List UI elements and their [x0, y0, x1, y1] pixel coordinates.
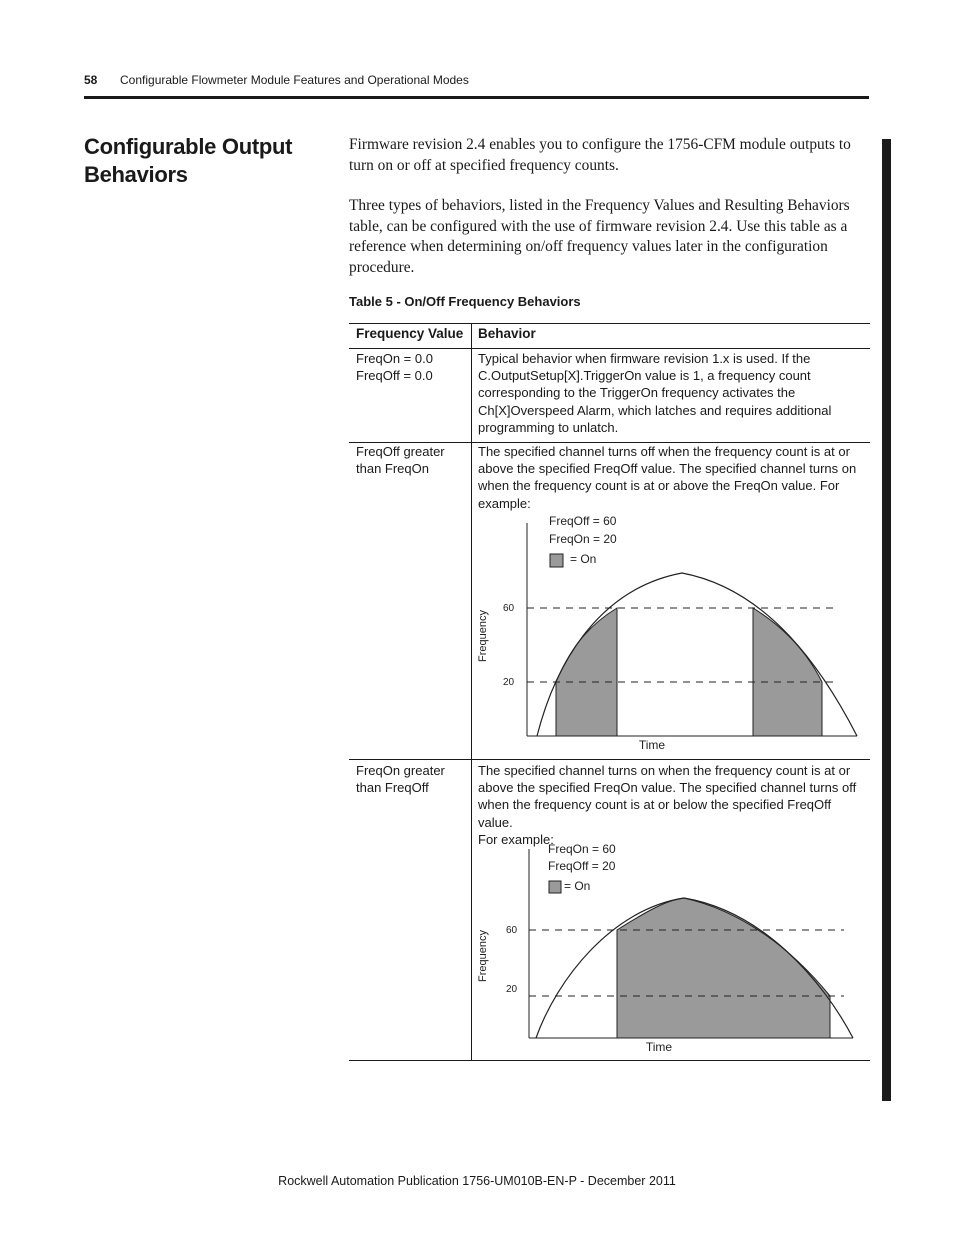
row2-frequency-value — [356, 443, 466, 477]
row1-value-line: FreqOn = 0.0 — [356, 351, 433, 366]
row3-behavior-line: The specified channel turns on when the frequency count is at or — [478, 763, 851, 778]
row2-behavior-line: above the specified FreqOff value. The specified channel turns on — [478, 461, 857, 477]
row3-behavior-line: above the specified FreqOn value. The specified channel turns off — [478, 780, 857, 796]
freqon-greater-graph — [472, 839, 870, 1059]
graph1-legend-swatch — [550, 554, 563, 567]
row1-behavior-line: corresponding to the TriggerOn frequency activates the — [478, 385, 796, 401]
publication-footer: Rockwell Automation Publication 1756-UM010B-EN-P - December 2011 — [278, 1174, 676, 1188]
row1-behavior-line: Typical behavior when firmware revision 1.x is used. If the — [478, 351, 811, 366]
table-top-rule — [349, 323, 870, 324]
graph1-tick-60: 60 — [503, 603, 515, 614]
header-rule — [84, 96, 869, 99]
row2-behavior-line: example: — [478, 495, 531, 511]
graph1-legend-line1: FreqOff = 60 — [549, 514, 617, 528]
table-header-rule — [349, 348, 870, 349]
graph2-legend-swatch — [549, 881, 561, 893]
row3-value-line: than FreqOff — [356, 780, 429, 796]
row2-value-line: than FreqOn — [356, 461, 429, 477]
graph2-x-label: Time — [645, 1040, 673, 1054]
behaviors-paragraph: Three types of behaviors, listed in the Frequency Values and Resulting Behaviors table, can be configured with the use of firmware revision 2.4. Use this table as a reference when determining on/off frequency values later in the configuration procedure. — [349, 197, 850, 276]
graph2-tick-20: 20 — [506, 984, 518, 995]
chapter-side-bar — [882, 139, 891, 1101]
row2-value-line: FreqOff greater — [356, 444, 445, 459]
graph2-y-label: Frequency — [477, 930, 489, 982]
row2-behavior-line: when the frequency count is at or above the FreqOn value. For — [478, 478, 840, 494]
graph2-tick-60: 60 — [506, 925, 518, 936]
row3-value-line: FreqOn greater — [356, 763, 445, 778]
graph1-y-label: Frequency — [477, 610, 489, 662]
graph2-on-region — [617, 898, 830, 1038]
row3-behavior-line: For example: — [478, 831, 554, 847]
page-number: 58 — [84, 73, 98, 87]
row3-behavior-line: when the frequency count is at or below the specified FreqOff value. — [478, 797, 832, 830]
graph1-tick-20: 20 — [503, 677, 515, 688]
header-behavior: Behavior — [478, 326, 536, 341]
table-caption: Table 5 - On/Off Frequency Behaviors — [349, 294, 581, 309]
freqoff-greater-graph — [472, 508, 870, 758]
table-bottom-rule — [349, 1060, 870, 1061]
header-frequency-value: Frequency Value — [356, 326, 464, 341]
row1-behavior-line: Ch[X]Overspeed Alarm, which latches and requires additional — [478, 402, 832, 418]
graph1-legend-key: = On — [570, 552, 597, 566]
row2-behavior-line: The specified channel turns off when the frequency count is at or — [478, 444, 850, 459]
section-title: Configurable Output Behaviors — [84, 134, 293, 187]
table-row-rule — [349, 759, 870, 760]
behavior-table — [349, 323, 870, 1061]
graph1-on-region-falling — [753, 608, 822, 736]
row1-behavior-line: programming to unlatch. — [478, 419, 619, 435]
graph2-legend-line1: FreqOn = 60 — [548, 842, 616, 856]
graph2-legend-key: = On — [564, 879, 591, 893]
row1-frequency-value — [356, 350, 466, 384]
row2-behavior — [478, 443, 866, 512]
graph2-legend-line2: FreqOff = 20 — [548, 859, 616, 873]
graph1-x-label: Time — [638, 738, 666, 752]
graph1-legend-line2: FreqOn = 20 — [549, 532, 617, 546]
row1-value-line: FreqOff = 0.0 — [356, 368, 433, 384]
intro-paragraph: Firmware revision 2.4 enables you to configure the 1756-CFM module outputs to turn on or off at specified frequency counts. — [349, 136, 851, 174]
running-title: Configurable Flowmeter Module Features and Operational Modes — [120, 73, 469, 87]
row3-frequency-value — [356, 762, 466, 796]
row1-behavior — [478, 350, 866, 436]
row1-behavior-line: C.OutputSetup[X].TriggerOn value is 1, a frequency count — [478, 368, 811, 384]
graph1-on-region-rising — [556, 608, 617, 736]
row3-behavior — [478, 762, 866, 848]
